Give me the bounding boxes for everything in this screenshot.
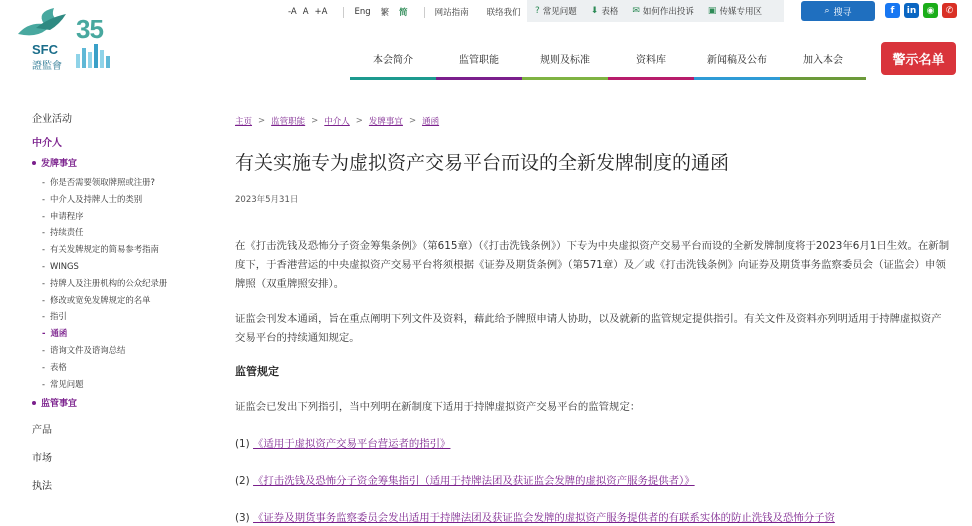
forms-link[interactable] [591,5,619,17]
chevron-right-icon: > [311,116,319,126]
alert-list-button[interactable]: 警示名单 [881,42,956,75]
breadcrumb-licensing[interactable]: 发牌事宜 [368,117,403,127]
dash-icon: - [42,311,46,322]
breadcrumb [235,115,439,127]
sidebar-leaf-label: 持牌人及注册机构的公众纪录册 [50,277,168,288]
faq-link[interactable] [535,5,577,17]
search-button[interactable] [801,1,875,21]
nav-underline [350,77,436,80]
sidebar-leaf[interactable] [32,342,222,359]
sidebar-leaf-label: 你是否需要领取牌照或注册? [50,177,155,187]
sidebar-leaf[interactable] [32,376,222,393]
sidebar-leaf[interactable] [32,359,222,376]
sitemap-link[interactable]: 网站指南 [434,8,469,18]
sidebar-leaf[interactable] [32,258,222,275]
chevron-right-icon: > [258,116,266,126]
chevron-right-icon: > [408,116,417,126]
intro-paragraph: 在《打击洗钱及恐怖分子资金筹集条例》（第615章）（《打击洗钱条例》）下专为中央虚拟资产交易平台而设的全新发牌制度将于2023年6月1日生效。在新制度下，于香港营运的中央虚拟资产交易平台将须根据《证券及期货条例》（第571章）及／或《打击洗钱条例》向证券及期货事务监察委员会（证监会）申领牌照（双重牌照安排）。 [235,240,950,290]
dash-icon: - [42,361,46,372]
nav-underline [436,77,522,80]
nav-underline [608,77,694,80]
sidebar-item-label: 发牌事宜 [41,159,78,169]
lang-simplified[interactable]: 简 [399,8,408,18]
dash-icon: - [42,260,46,271]
sidebar-leaf[interactable] [32,208,222,225]
guideline-link[interactable]: 《适用于虚拟资产交易平台营运者的指引》 [253,438,451,450]
megaphone-icon: ✉ [632,6,640,16]
lang-traditional[interactable]: 繁 [380,8,390,18]
sidebar-leaf-label: 通函 [50,328,68,339]
guideline-item-3 [235,509,835,524]
logo-anniversary-number: 35 [76,14,103,44]
dash-icon: - [42,177,46,187]
utility-tools [527,0,784,22]
search-icon: ⌕ [824,6,830,16]
dash-icon: - [42,227,46,238]
facebook-icon[interactable]: f [885,3,900,18]
sidebar-leaf-label: WINGS [50,260,79,271]
main-nav [350,40,866,80]
guideline-item-1 [235,435,450,450]
search-label: 搜寻 [833,7,852,18]
font-size-decrease[interactable]: -A [288,7,297,17]
sidebar-leaf-label: 中介人及持牌人士的类别 [50,193,143,204]
dash-icon: - [42,193,46,204]
nav-news[interactable] [694,40,780,80]
wechat-icon[interactable]: ◉ [923,3,938,18]
breadcrumb-regulatory[interactable]: 监管职能 [271,117,306,127]
sidebar-leaf[interactable] [32,224,222,241]
sidebar-item-licensing[interactable] [32,156,222,169]
dash-icon: - [42,328,46,339]
section-title: 监管规定 [235,365,279,378]
nav-underline [694,77,780,80]
chevron-right-icon: > [355,116,363,126]
nav-about[interactable] [350,40,436,80]
sidebar-item-products[interactable]: 产品 [32,425,52,437]
sidebar [32,110,222,501]
complaint-link[interactable] [632,5,694,17]
purpose-paragraph: 证监会刊发本通函，旨在重点阐明下列文件及资料，藉此给予牌照申请人协助，以及就新的监管规定提供指引。有关文件及资料亦列明适用于持牌虚拟资产交易平台的持续通知规定。 [235,313,942,344]
sidebar-leaf-label: 表格 [50,361,67,372]
nav-publications[interactable] [608,40,694,80]
bullet-icon [32,401,36,405]
contact-link[interactable]: 联络我们 [486,8,521,18]
dash-icon: - [42,210,46,221]
sidebar-leaf-label: 谘询文件及谘询总结 [50,344,126,355]
divider [424,7,425,18]
dash-icon: - [42,294,46,305]
sidebar-leaf-label: 持续责任 [50,227,84,238]
font-size-increase[interactable]: +A [314,7,328,17]
utility-bar [288,3,527,21]
media-label: 传媒专用区 [719,7,762,17]
faq-label: 常见问题 [542,7,577,17]
sidebar-leaf[interactable] [32,275,222,292]
sidebar-item-corporate[interactable]: 企业活动 [32,114,72,125]
dash-icon: - [42,244,46,255]
nav-label: 本会简介 [373,55,413,66]
breadcrumb-intermediaries[interactable]: 中介人 [324,117,350,127]
sidebar-leaf-current[interactable] [32,325,222,342]
divider [343,7,344,18]
page-title: 有关实施专为虚拟资产交易平台而设的全新发牌制度的通函 [235,152,730,174]
sidebar-leaf-label: 申请程序 [50,210,84,221]
whatsapp-icon[interactable]: ✆ [942,3,957,18]
font-size-normal[interactable]: A [302,7,309,17]
sidebar-leaf[interactable] [32,308,222,325]
nav-label: 加入本会 [803,55,843,66]
item-number: (2) [235,475,250,487]
logo-chinese-text: 證監會 [32,61,62,72]
sidebar-leaf-label: 常见问题 [50,378,84,389]
linkedin-icon[interactable]: in [904,3,919,18]
forms-label: 表格 [601,7,619,17]
nav-label: 规则及标准 [540,55,590,66]
nav-label: 监管职能 [459,55,499,66]
guidelines-intro: 证监会已发出下列指引，当中列明在新制度下适用于持牌虚拟资产交易平台的监管规定： [235,401,641,413]
nav-label: 新闻稿及公布 [707,55,767,66]
faq-icon: ? [535,6,540,16]
guideline-link[interactable]: 《证券及期货事务监察委员会发出适用于持牌法团及获证监会发牌的虚拟资产服务提供者的有联系实体的防止洗钱及恐怖分子资 [253,512,835,524]
publish-date: 2023年5月31日 [235,195,299,205]
nav-rules[interactable] [522,40,608,80]
dash-icon: - [42,378,46,389]
sidebar-item-enforcement[interactable]: 执法 [32,481,52,493]
sfc-logo[interactable] [14,4,114,70]
nav-underline [522,77,608,80]
nav-regulatory[interactable] [436,40,522,80]
nav-label: 资料库 [636,55,666,66]
nav-careers[interactable] [780,40,866,80]
sidebar-leaf[interactable] [32,241,222,258]
item-number: (3) [235,512,250,524]
logo-sfc-text: SFC [32,42,58,57]
bullet-icon [32,161,36,165]
dash-icon: - [42,277,46,288]
item-number: (1) [235,438,250,450]
dash-icon: - [42,344,46,355]
sidebar-item-supervision[interactable] [32,396,222,409]
complaint-label: 如何作出投诉 [642,7,694,17]
sidebar-leaf[interactable] [32,174,222,191]
breadcrumb-circulars[interactable]: 通函 [422,117,440,127]
media-link[interactable] [708,5,762,17]
nav-underline [780,77,866,80]
sidebar-leaf-label: 有关发牌规定的简易参考指南 [50,244,159,255]
guideline-link[interactable]: 《打击洗钱及恐怖分子资金筹集指引（适用于持牌法团及获证监会发牌的虚拟资产服务提供者）》 [253,475,695,487]
sidebar-leaf-label: 指引 [50,311,67,322]
sidebar-leaf[interactable] [32,292,222,309]
sidebar-leaf-label: 修改或宽免发牌规定的名单 [50,294,151,305]
breadcrumb-home[interactable]: 主页 [235,117,253,127]
skyline-icon [74,42,116,70]
sidebar-item-markets[interactable]: 市场 [32,453,52,465]
sidebar-item-label: 监管事宜 [41,399,78,410]
download-icon: ⬇ [590,6,599,16]
media-icon: ▣ [707,6,717,16]
sidebar-item-intermediaries[interactable]: 中介人 [32,138,62,149]
sidebar-leaf[interactable] [32,191,222,208]
guideline-item-2 [235,472,695,487]
lang-english[interactable]: Eng [354,7,371,17]
